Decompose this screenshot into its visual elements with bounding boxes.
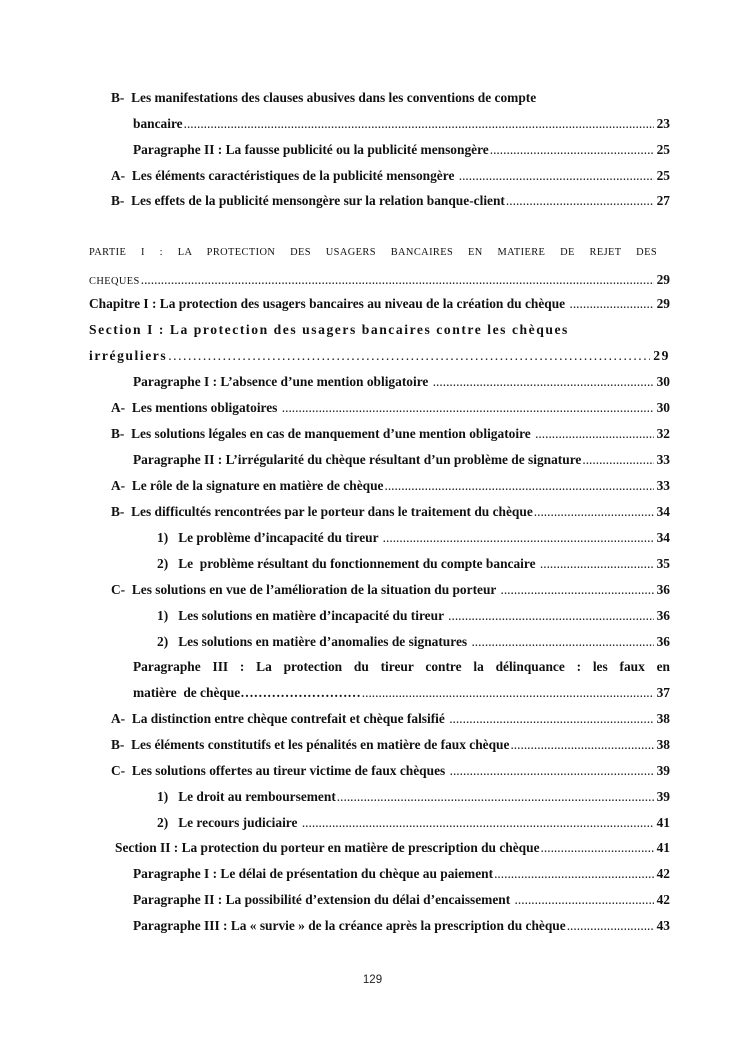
toc-entry-elements-caracteristiques[interactable]: A- Les éléments caractéristiques de la publicité mensongère ..... 25 [111, 166, 670, 186]
leader-dots [450, 761, 654, 781]
leader-dots [384, 476, 653, 496]
toc-entry-solutions-legales[interactable]: B- Les solutions légales en cas de manquement d’une mention obligatoire ..... 32 [111, 424, 670, 444]
toc-entry-difficultes[interactable]: B- Les difficultés rencontrées par le porteur dans le traitement du chèque ..... 34 [111, 502, 670, 522]
page-number: 129 [362, 974, 383, 986]
toc-entry-clauses-abusives[interactable]: B- Les manifestations des clauses abusives dans les conventions de compte [111, 90, 537, 105]
toc-entry-recours-judiciaire[interactable]: 2) Le recours judiciaire ..... 41 [157, 813, 670, 833]
toc-entry-section-2[interactable]: Section II : La protection du porteur en matière de prescription du chèque ..... 41 [115, 838, 670, 858]
leader-dots [567, 916, 654, 936]
toc-entry-role-signature[interactable]: A- Le rôle de la signature en matière de chèque ..... 33 [111, 476, 670, 496]
leader-dots [362, 683, 654, 703]
leader-dots [510, 735, 653, 755]
toc-entry-paragraphe-3[interactable]: Paragraphe III : La protection du tireur contre la délinquance : les faux en [133, 659, 670, 674]
toc-entry-paragraphe-3-cont[interactable]: matière de chèque……………………… ..... 37 [133, 683, 670, 703]
toc-entry-partie-1[interactable]: PARTIE I : LA PROTECTION DES USAGERS BANCAIRES EN MATIERE DE REJET DES [89, 247, 657, 258]
leader-dots [515, 890, 654, 910]
leader-dots [541, 838, 654, 858]
leader-dots [448, 606, 653, 626]
toc-entry-effets-publicite[interactable]: B- Les effets de la publicité mensongère sur la relation banque-client ..... 27 [111, 191, 670, 211]
toc-entry-survie-creance[interactable]: Paragraphe III : La « survie » de la créance après la prescription du chèque ..... 43 [133, 916, 670, 936]
toc-entry-bancaire[interactable]: bancaire ..... 23 [133, 114, 670, 134]
toc-entry-paragraphe-1[interactable]: Paragraphe I : L’absence d’une mention obligatoire ..... 30 [133, 372, 670, 392]
toc-entry-solutions-incapacite[interactable]: 1) Les solutions en matière d’incapacité du tireur ..... 36 [157, 606, 670, 626]
leader-dots [535, 424, 654, 444]
toc-entry-distinction-cheques[interactable]: A- La distinction entre chèque contrefait et chèque falsifié ..... 38 [111, 709, 670, 729]
leader-dots [141, 270, 654, 290]
leader-dots [490, 140, 654, 160]
toc-entry-fonctionnement-compte[interactable]: 2) Le problème résultant du fonctionnement du compte bancaire ..... 35 [157, 554, 670, 574]
leader-dots [449, 709, 653, 729]
leader-dots [282, 398, 654, 418]
toc-entry-incapacite[interactable]: 1) Le problème d’incapacité du tireur ..... 34 [157, 528, 670, 548]
toc-entry-mentions-obligatoires[interactable]: A- Les mentions obligatoires ..... 30 [111, 398, 670, 418]
toc-entry-paragraphe-2[interactable]: Paragraphe II : L’irrégularité du chèque résultant d’un problème de signature ..... 33 [133, 450, 670, 470]
toc-entry-section-1-cont[interactable]: irréguliers ..... 29 [89, 346, 670, 366]
leader-dots [383, 528, 654, 548]
toc-entry-anomalies-signatures[interactable]: 2) Les solutions en matière d’anomalies de signatures ..... 36 [157, 632, 670, 652]
toc-entry-fausse-publicite[interactable]: Paragraphe II : La fausse publicité ou la publicité mensongère ..... 25 [133, 140, 670, 160]
leader-dots [302, 813, 654, 833]
leader-dots [569, 294, 653, 314]
leader-dots [494, 864, 654, 884]
leader-dots [582, 450, 653, 470]
leader-dots [534, 502, 654, 522]
leader-dots [500, 580, 653, 600]
leader-dots [433, 372, 654, 392]
leader-dots [540, 554, 654, 574]
leader-dots [506, 191, 654, 211]
toc-entry-amelioration-porteur[interactable]: C- Les solutions en vue de l’amélioration de la situation du porteur ..... 36 [111, 580, 670, 600]
toc-entry-elements-constitutifs[interactable]: B- Les éléments constitutifs et les pénalités en matière de faux chèque ..... 38 [111, 735, 670, 755]
toc-entry-delai-presentation[interactable]: Paragraphe I : Le délai de présentation du chèque au paiement ..... 42 [133, 864, 670, 884]
toc-entry-section-1[interactable]: Section I : La protection des usagers bancaires contre les chèques [89, 322, 569, 337]
leader-dots [168, 346, 650, 366]
toc-entry-partie-1-cont[interactable]: CHEQUES ..... 29 [89, 270, 670, 290]
toc-entry-remboursement[interactable]: 1) Le droit au remboursement ..... 39 [157, 787, 670, 807]
toc-entry-chapitre-1[interactable]: Chapitre I : La protection des usagers bancaires au niveau de la création du chèque ..... 29 [89, 294, 670, 314]
toc-entry-extension-delai[interactable]: Paragraphe II : La possibilité d’extension du délai d’encaissement ..... 42 [133, 890, 670, 910]
leader-dots [184, 114, 654, 134]
toc-entry-solutions-tireur[interactable]: C- Les solutions offertes au tireur victime de faux chèques ..... 39 [111, 761, 670, 781]
leader-dots [459, 166, 654, 186]
leader-dots [471, 632, 653, 652]
leader-dots [337, 787, 654, 807]
